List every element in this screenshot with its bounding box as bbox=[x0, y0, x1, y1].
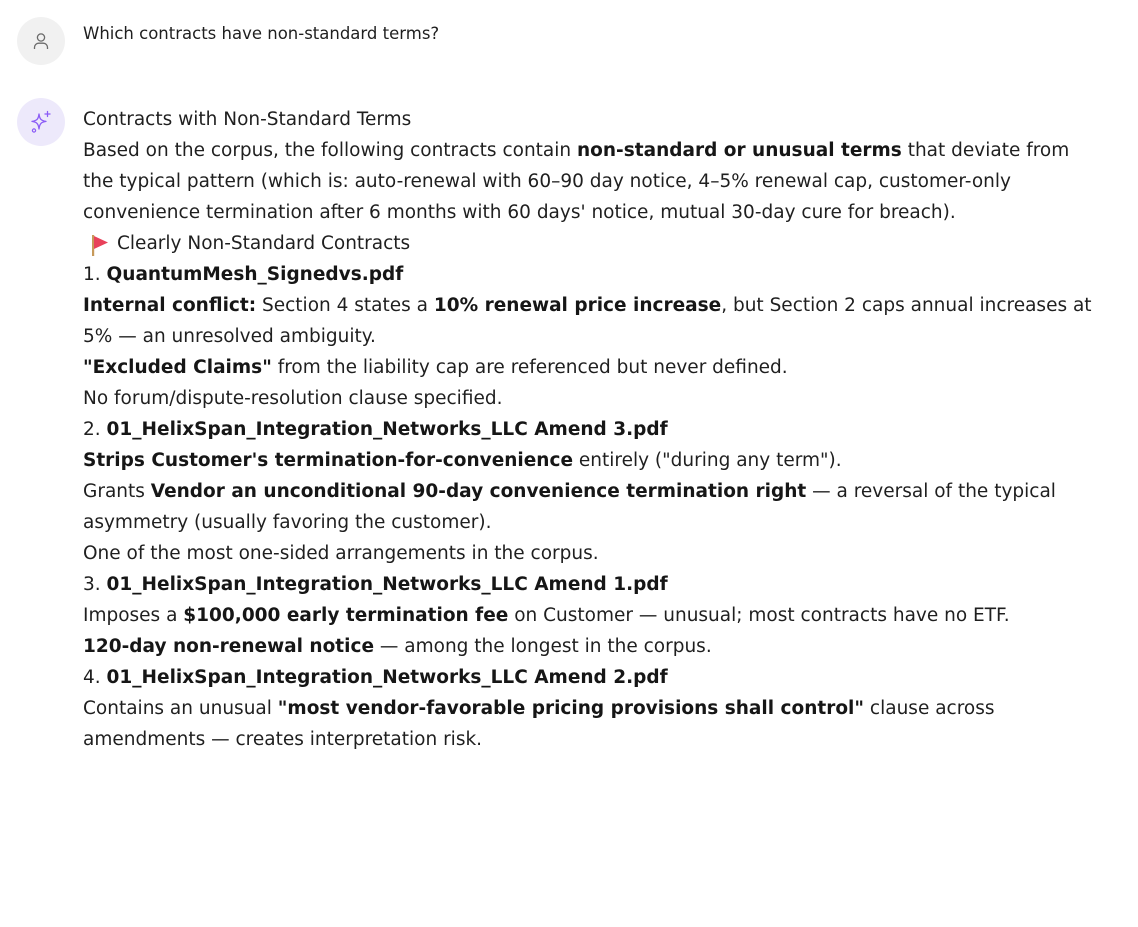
user-icon bbox=[31, 31, 51, 51]
contract-detail: "Excluded Claims" from the liability cap are referenced but never defined. bbox=[83, 357, 788, 378]
contract-title: 3. 01_HelixSpan_Integration_Networks_LLC Amend 1.pdf bbox=[83, 574, 668, 595]
contract-detail: One of the most one-sided arrangements in the corpus. bbox=[83, 543, 599, 564]
section-title: Clearly Non-Standard Contracts bbox=[117, 233, 411, 254]
contract-title: 4. 01_HelixSpan_Integration_Networks_LLC Amend 2.pdf bbox=[83, 667, 668, 688]
red-flag-icon bbox=[87, 234, 117, 254]
user-avatar bbox=[17, 17, 65, 65]
user-message-text: Which contracts have non-standard terms? bbox=[83, 24, 440, 43]
contract-detail: Strips Customer's termination-for-convenience entirely ("during any term"). bbox=[83, 450, 842, 471]
contract-detail: No forum/dispute-resolution clause specified. bbox=[83, 388, 503, 409]
contract-detail: Internal conflict: Section 4 states a 10% renewal price increase, but Section 2 caps annual increases at 5% — an unresolved ambiguity. bbox=[83, 295, 1092, 347]
contract-file-name: QuantumMesh_Signedvs.pdf bbox=[106, 264, 404, 285]
contract-title: 1. QuantumMesh_Signedvs.pdf bbox=[83, 264, 404, 285]
contract-detail: 120-day non-renewal notice — among the longest in the corpus. bbox=[83, 636, 712, 657]
contract-detail: Imposes a $100,000 early termination fee on Customer — unusual; most contracts have no ETF. bbox=[83, 605, 1010, 626]
contract-file-name: 01_HelixSpan_Integration_Networks_LLC Amend 1.pdf bbox=[106, 574, 668, 595]
contract-file-name: 01_HelixSpan_Integration_Networks_LLC Amend 2.pdf bbox=[106, 667, 668, 688]
assistant-avatar bbox=[17, 98, 65, 146]
contract-title: 2. 01_HelixSpan_Integration_Networks_LLC Amend 3.pdf bbox=[83, 419, 668, 440]
section-heading bbox=[83, 228, 1103, 259]
sparkles-icon bbox=[28, 109, 54, 135]
answer-heading: Contracts with Non-Standard Terms bbox=[83, 109, 412, 130]
contract-detail: Grants Vendor an unconditional 90-day convenience termination right — a reversal of the typical asymmetry (usually favoring the customer). bbox=[83, 481, 1056, 533]
answer-intro: Based on the corpus, the following contracts contain non-standard or unusual terms that deviate from the typical pattern (which is: auto-renewal with 60–90 day notice, 4–5% renewal cap, customer-only convenience termination after 6 months with 60 days' notice, mutual 30-day cure for breach). bbox=[83, 140, 1070, 223]
contract-file-name: 01_HelixSpan_Integration_Networks_LLC Amend 3.pdf bbox=[106, 419, 668, 440]
assistant-answer bbox=[83, 104, 1103, 755]
contract-detail: Contains an unusual "most vendor-favorable pricing provisions shall control" clause across amendments — creates interpretation risk. bbox=[83, 698, 995, 750]
